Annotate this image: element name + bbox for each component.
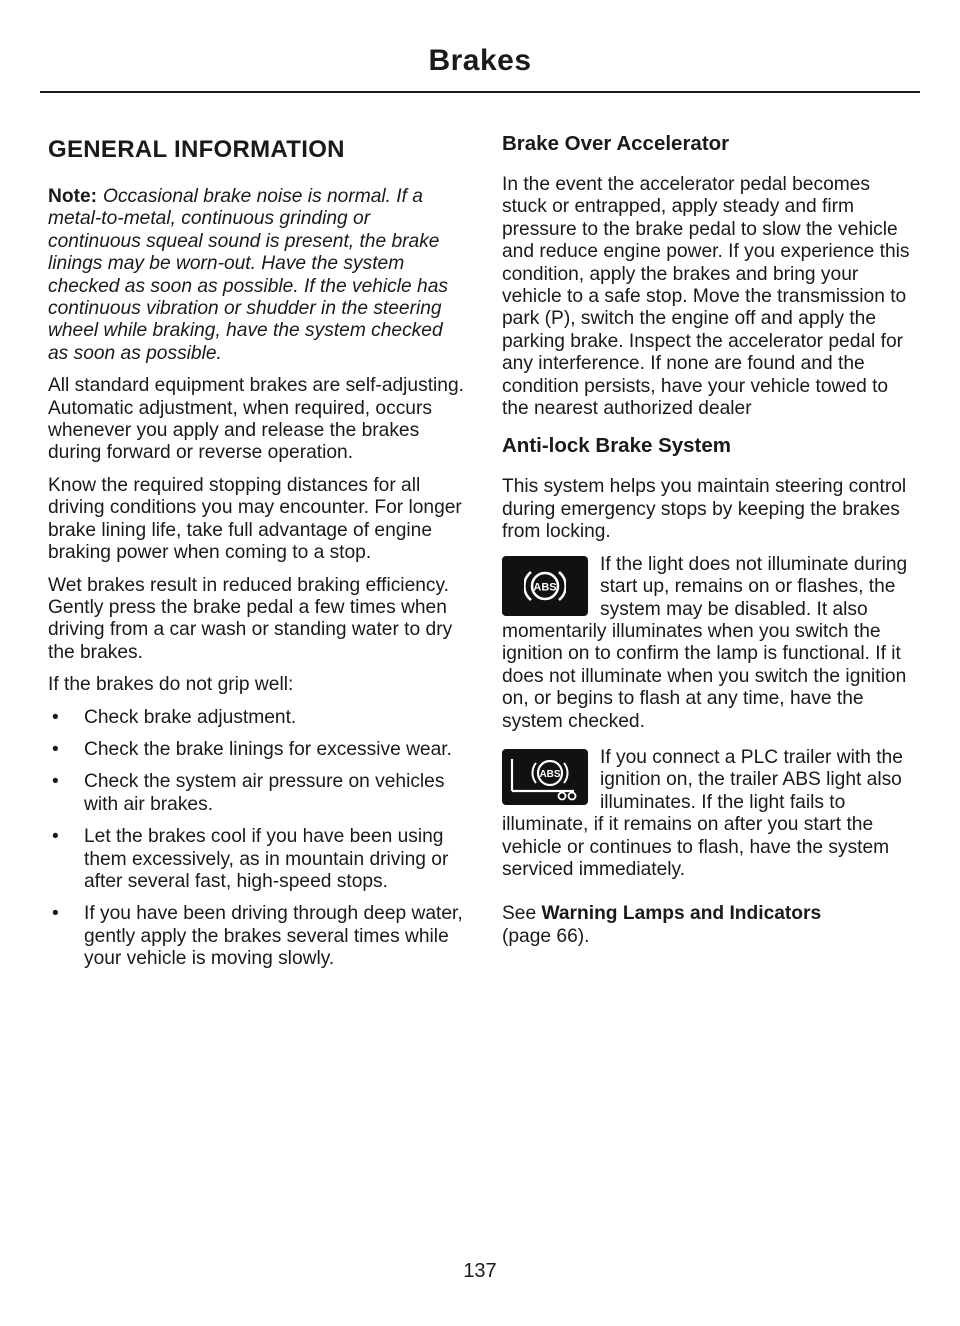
page-header-title: Brakes — [428, 44, 532, 77]
note-label: Note: — [48, 186, 98, 207]
paragraph-trailer-abs: If you connect a PLC trailer with the ignition on, the trailer ABS light also illuminates. If the light fails to illuminate, if it remains on after you start the vehicle or continues to flash, have the system serviced immediately. — [502, 746, 903, 880]
cross-reference — [502, 903, 916, 948]
paragraph-self-adjusting: All standard equipment brakes are self-adjusting. Automatic adjustment, when required, occurs whenever you apply and release the brakes during forward or reverse operation. — [48, 375, 464, 464]
trailer-abs-block — [502, 747, 916, 881]
abs-light-block — [502, 554, 916, 733]
paragraph-grip-intro: If the brakes do not grip well: — [48, 674, 294, 696]
paragraph-wet-brakes: Wet brakes result in reduced braking efficiency. Gently press the brake pedal a few times when driving from a car wash or standing water to dry the brakes. — [48, 574, 453, 663]
see-prefix: See — [502, 903, 537, 925]
right-column — [502, 118, 916, 958]
abs-warning-icon — [502, 556, 588, 616]
warning-lamps-link[interactable]: Warning Lamps and Indicators — [541, 903, 822, 925]
list-item: • Check the brake linings for excessive wear. — [48, 739, 464, 761]
paragraph-stopping-distances: Know the required stopping distances for all driving conditions you may encounter. For longer brake lining life, take full advantage of engine braking power when coming to a stop. — [48, 474, 462, 564]
section-title-general-information: GENERAL INFORMATION — [48, 136, 345, 163]
page-number: 137 — [463, 1260, 497, 1282]
note-text: Occasional brake noise is normal. If a metal-to-metal, continuous grinding or continuous squeal sound is present, the brake linings may be worn-out. Have the system checked as soon as possible. If the vehicle has continuous vibration or shudder in the steering wheel while braking, have the system checked as soon as possible. — [48, 186, 448, 364]
subsection-title-brake-over-accelerator: Brake Over Accelerator — [502, 132, 730, 155]
brake-check-list — [48, 707, 464, 971]
trailer-abs-icon-label: ABS — [539, 768, 561, 780]
header-divider — [40, 91, 920, 93]
paragraph-abs-intro: This system helps you maintain steering control during emergency stops by keeping the brakes from locking. — [502, 476, 907, 543]
note-paragraph — [48, 186, 464, 365]
list-item: • If you have been driving through deep water, gently apply the brakes several times while your vehicle is moving slowly. — [48, 903, 464, 970]
list-item: • Let the brakes cool if you have been using them excessively, as in mountain driving or after several fast, high-speed stops. — [48, 826, 464, 893]
left-column — [48, 118, 464, 981]
paragraph-brake-over-accelerator: In the event the accelerator pedal becomes stuck or entrapped, apply steady and firm pressure to the brake pedal to slow the vehicle and reduce engine power. If you experience this condition, apply the brakes and bring your vehicle to a safe stop. Move the transmission to park (P), switch the engine off and apply the parking brake. Inspect the accelerator pedal for any interference. If none are found and the condition persists, have your vehicle towed to the nearest authorized dealer — [502, 174, 910, 420]
subsection-title-anti-lock-brake-system: Anti-lock Brake System — [502, 434, 732, 458]
paragraph-abs-light: If the light does not illuminate during start up, remains on or flashes, the system may be disabled. It also momentarily illuminates when you switch the ignition on to confirm the lamp is functional. If it does not illuminate when you switch the ignition on, or begins to flash at any time, have the system checked. — [502, 553, 908, 732]
see-page-ref: (page 66). — [502, 925, 590, 947]
abs-icon-label: ABS — [533, 581, 557, 594]
list-item: • Check brake adjustment. — [48, 707, 464, 729]
trailer-abs-icon — [502, 749, 588, 805]
list-item: • Check the system air pressure on vehicles with air brakes. — [48, 771, 464, 816]
